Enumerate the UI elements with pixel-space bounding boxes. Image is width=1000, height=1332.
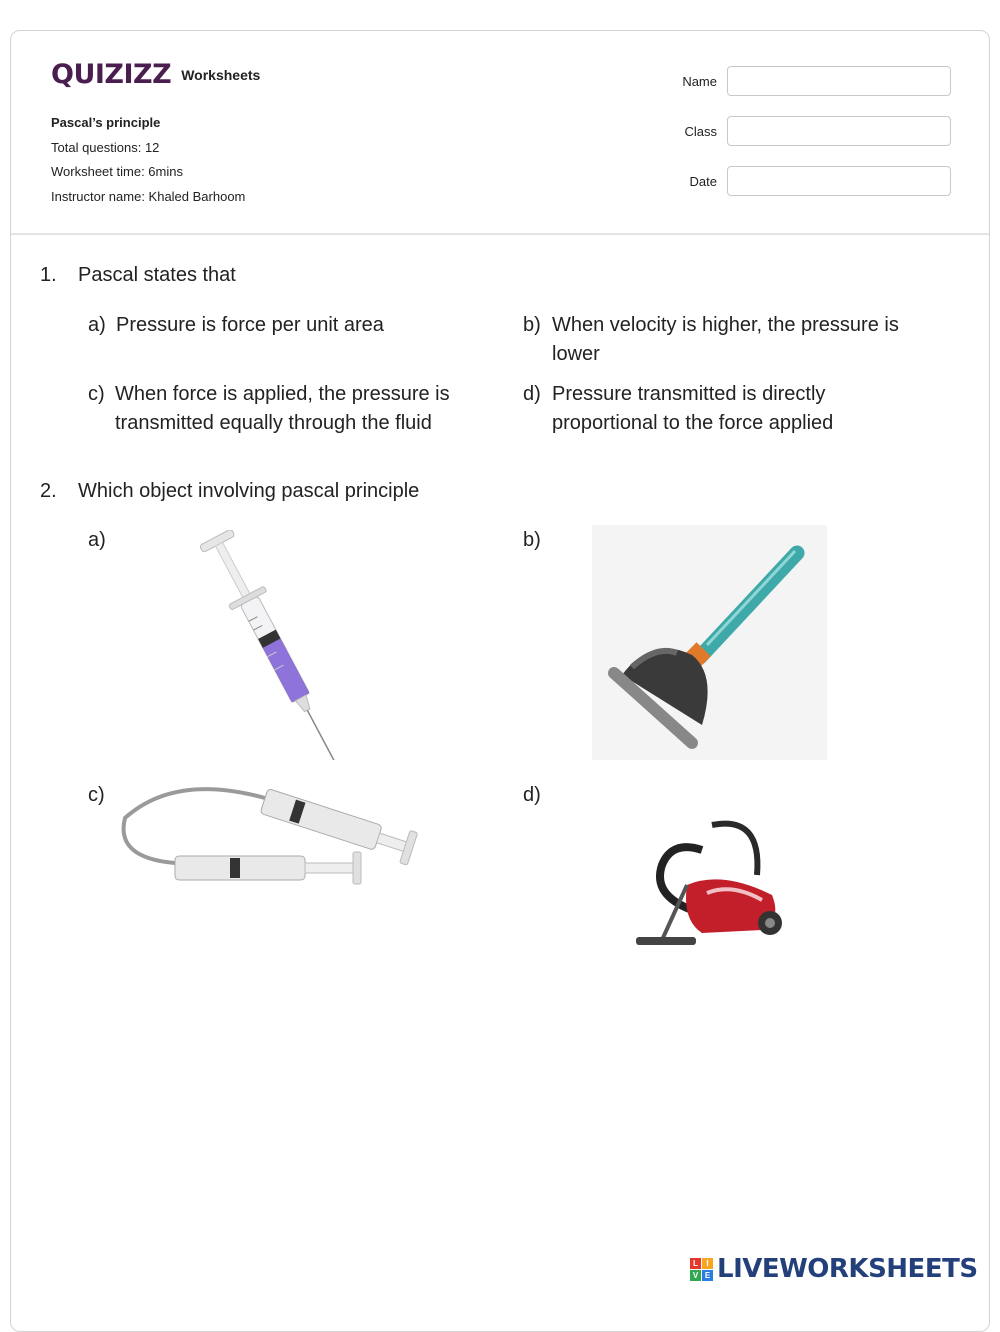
worksheet-meta (51, 111, 245, 209)
quizizz-logo (51, 59, 260, 90)
option-label: b) (523, 314, 541, 336)
q1-option-a[interactable] (88, 311, 488, 340)
worksheet-header (11, 31, 989, 235)
liveworksheets-logo (690, 1254, 978, 1284)
option-label: a) (88, 314, 106, 336)
option-text: When velocity is higher, the pressure is lower (552, 314, 899, 365)
class-field-row (667, 116, 951, 146)
q1-option-b[interactable] (523, 311, 933, 369)
question-number: 1. (40, 264, 57, 286)
date-label: Date (689, 173, 717, 189)
q2-option-c-label[interactable]: c) (88, 784, 105, 806)
vacuum-cleaner-image[interactable] (632, 815, 787, 955)
option-label: c) (88, 383, 105, 405)
question-2 (40, 480, 419, 503)
q1-option-d[interactable] (523, 380, 903, 438)
name-label: Name (682, 73, 717, 89)
question-text: Pascal states that (78, 264, 236, 286)
instructor-name: Instructor name: Khaled Barhoom (51, 188, 246, 204)
question-number: 2. (40, 480, 57, 502)
worksheet-page (10, 30, 990, 1332)
name-input[interactable] (727, 66, 951, 96)
liveworksheets-text: LIVEWORKSHEETS (717, 1254, 978, 1284)
date-input[interactable] (727, 166, 951, 196)
q1-option-c[interactable] (88, 380, 488, 438)
q2-option-a-label[interactable]: a) (88, 529, 106, 551)
worksheet-time: Worksheet time: 6mins (51, 164, 183, 179)
option-text: Pressure transmitted is directly proportional to the force applied (552, 383, 834, 434)
option-text: Pressure is force per unit area (116, 314, 384, 336)
q2-option-d-label[interactable]: d) (523, 784, 541, 806)
question-1 (40, 264, 236, 287)
question-text: Which object involving pascal principle (78, 480, 420, 502)
class-label: Class (684, 123, 717, 139)
syringe-image[interactable] (180, 530, 380, 760)
name-field-row (667, 66, 951, 96)
plunger-image[interactable] (592, 525, 827, 760)
option-text: When force is applied, the pressure is transmitted equally through the fluid (115, 383, 450, 434)
connected-syringes-image[interactable] (115, 778, 425, 908)
brand-name: QUIZIZZ (51, 59, 172, 90)
date-field-row (667, 166, 951, 196)
q2-option-b-label[interactable]: b) (523, 529, 541, 551)
live-badge-icon: L I V E (690, 1258, 713, 1281)
total-questions: Total questions: 12 (51, 139, 160, 155)
brand-product: Worksheets (181, 66, 261, 83)
worksheet-title: Pascal’s principle (51, 115, 161, 130)
option-label: d) (523, 383, 541, 405)
class-input[interactable] (727, 116, 951, 146)
